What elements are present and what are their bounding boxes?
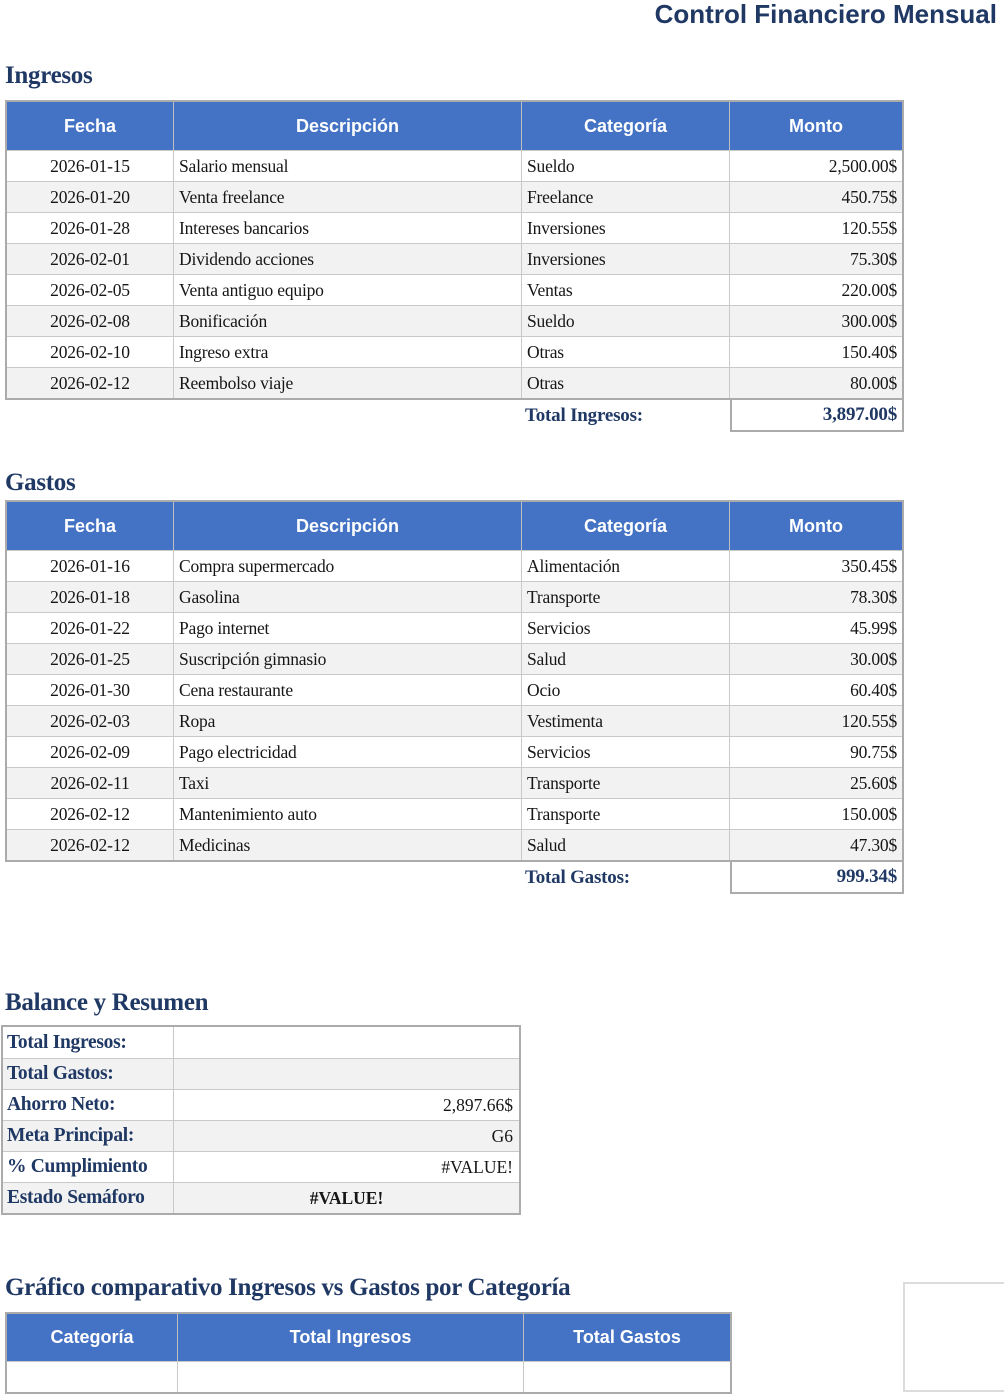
table-row [7, 705, 902, 736]
column-header-total-ingresos[interactable]: Total Ingresos [178, 1314, 524, 1361]
cell-monto[interactable]: 120.55$ [841, 217, 897, 238]
cell-total-gastos[interactable] [524, 1362, 730, 1392]
balance-label-total-gastos[interactable]: Total Gastos: [3, 1059, 174, 1089]
cell-monto[interactable]: 2,500.00$ [828, 155, 897, 176]
balance-row [3, 1027, 519, 1058]
cell-categoria[interactable]: Freelance [522, 182, 730, 212]
ingresos-heading: Ingresos [5, 62, 93, 89]
table-row [7, 612, 902, 643]
cell-monto[interactable]: 60.40$ [850, 679, 897, 700]
cell-descripcion[interactable]: Pago internet [174, 613, 522, 643]
gastos-table [5, 500, 904, 894]
ingresos-table [5, 100, 904, 432]
chart-object-placeholder [903, 1282, 1004, 1392]
total-label[interactable]: Total Ingresos: [525, 405, 643, 426]
balance-value[interactable]: #VALUE! [441, 1156, 513, 1177]
balance-label-total-ingresos[interactable]: Total Ingresos: [3, 1027, 174, 1058]
cell-descripcion[interactable]: Venta freelance [174, 182, 522, 212]
cell-categoria[interactable]: Inversiones [522, 213, 730, 243]
cell-fecha[interactable]: 2026-02-10 [7, 337, 174, 367]
cell-descripcion[interactable]: Mantenimiento auto [174, 799, 522, 829]
cell-monto[interactable]: 150.00$ [841, 803, 897, 824]
cell-categoria[interactable] [7, 1362, 178, 1392]
cell-categoria[interactable]: Salud [522, 644, 730, 674]
balance-table [1, 1025, 521, 1215]
cell-descripcion[interactable]: Pago electricidad [174, 737, 522, 767]
cell-fecha[interactable]: 2026-02-12 [7, 830, 174, 860]
table-row [7, 212, 902, 243]
cell-descripcion[interactable]: Bonificación [174, 306, 522, 336]
cell-descripcion[interactable]: Medicinas [174, 830, 522, 860]
total-label[interactable]: Total Gastos: [525, 867, 630, 888]
spacer-cell [5, 400, 172, 432]
total-value[interactable]: 3,897.00$ [730, 400, 904, 432]
cell-categoria[interactable]: Servicios [522, 613, 730, 643]
cell-descripcion[interactable]: Venta antiguo equipo [174, 275, 522, 305]
balance-label-estado-semaforo[interactable]: Estado Semáforo [3, 1183, 174, 1213]
balance-row [3, 1151, 519, 1182]
data-grid [5, 1312, 732, 1394]
cell-fecha[interactable]: 2026-02-01 [7, 244, 174, 274]
table-row [7, 305, 902, 336]
column-header-total-gastos[interactable]: Total Gastos [573, 1327, 681, 1347]
cell-categoria[interactable]: Vestimenta [522, 706, 730, 736]
cell-descripcion[interactable]: Gasolina [174, 582, 522, 612]
column-header-categoria[interactable]: Categoría [7, 1314, 178, 1361]
data-grid [1, 1025, 521, 1215]
cell-monto[interactable]: 80.00$ [850, 372, 897, 393]
cell-categoria[interactable]: Salud [522, 830, 730, 860]
cell-monto[interactable]: 75.30$ [850, 248, 897, 269]
column-header-fecha[interactable]: Fecha [7, 102, 174, 150]
column-header-monto[interactable]: Monto [789, 515, 843, 536]
cell-categoria[interactable]: Ocio [522, 675, 730, 705]
cell-descripcion[interactable]: Reembolso viaje [174, 368, 522, 398]
column-header-categoria[interactable]: Categoría [522, 502, 730, 550]
cell-categoria[interactable]: Inversiones [522, 244, 730, 274]
balance-value[interactable]: G6 [491, 1125, 513, 1146]
cell-descripcion[interactable]: Taxi [174, 768, 522, 798]
balance-row [3, 1058, 519, 1089]
cell-fecha[interactable]: 2026-02-03 [7, 706, 174, 736]
balance-heading: Balance y Resumen [5, 989, 209, 1016]
table-row [7, 798, 902, 829]
balance-row [3, 1182, 519, 1213]
cell-monto[interactable]: 220.00$ [841, 279, 897, 300]
table-row [7, 1361, 730, 1392]
balance-label-ahorro-neto[interactable]: Ahorro Neto: [3, 1090, 174, 1120]
spacer-cell [172, 862, 521, 894]
balance-row [3, 1120, 519, 1151]
cell-fecha[interactable]: 2026-01-20 [7, 182, 174, 212]
cell-categoria[interactable]: Transporte [522, 768, 730, 798]
cell-monto[interactable]: 90.75$ [850, 741, 897, 762]
cell-categoria[interactable]: Ventas [522, 275, 730, 305]
table-row [7, 550, 902, 581]
cell-fecha[interactable]: 2026-02-11 [7, 768, 174, 798]
data-grid [5, 100, 904, 400]
balance-value[interactable]: 2,897.66$ [443, 1094, 513, 1115]
cell-fecha[interactable]: 2026-02-08 [7, 306, 174, 336]
balance-value[interactable] [174, 1027, 519, 1058]
cell-monto[interactable]: 350.45$ [841, 555, 897, 576]
cell-descripcion[interactable]: Compra supermercado [174, 551, 522, 581]
cell-descripcion[interactable]: Salario mensual [174, 151, 522, 181]
cell-fecha[interactable]: 2026-01-16 [7, 551, 174, 581]
cell-monto[interactable]: 25.60$ [850, 772, 897, 793]
cell-monto[interactable]: 30.00$ [850, 648, 897, 669]
table-header-row [7, 502, 902, 550]
spacer-cell [5, 862, 172, 894]
data-grid [5, 500, 904, 862]
document-title: Control Financiero Mensual [654, 0, 997, 29]
table-row [7, 581, 902, 612]
column-header-descripcion[interactable]: Descripción [174, 102, 522, 150]
cell-descripcion[interactable]: Ingreso extra [174, 337, 522, 367]
cell-fecha[interactable]: 2026-01-25 [7, 644, 174, 674]
table-row [7, 829, 902, 860]
cell-descripcion[interactable]: Suscripción gimnasio [174, 644, 522, 674]
spacer-cell [172, 400, 521, 432]
cell-monto[interactable]: 450.75$ [841, 186, 897, 207]
cell-categoria[interactable]: Otras [522, 368, 730, 398]
comparativo-heading: Gráfico comparativo Ingresos vs Gastos por Categoría [5, 1274, 571, 1301]
column-header-descripcion[interactable]: Descripción [174, 502, 522, 550]
cell-fecha[interactable]: 2026-01-30 [7, 675, 174, 705]
table-row [7, 767, 902, 798]
cell-fecha[interactable]: 2026-02-12 [7, 799, 174, 829]
cell-fecha[interactable]: 2026-01-18 [7, 582, 174, 612]
table-row [7, 181, 902, 212]
cell-total-ingresos[interactable] [178, 1362, 524, 1392]
balance-value[interactable]: #VALUE! [309, 1187, 384, 1208]
cell-monto[interactable]: 45.99$ [850, 617, 897, 638]
cell-categoria[interactable]: Transporte [522, 799, 730, 829]
cell-monto[interactable]: 120.55$ [841, 710, 897, 731]
cell-fecha[interactable]: 2026-01-28 [7, 213, 174, 243]
cell-monto[interactable]: 150.40$ [841, 341, 897, 362]
cell-categoria[interactable]: Otras [522, 337, 730, 367]
cell-categoria[interactable]: Sueldo [522, 306, 730, 336]
table-row [7, 367, 902, 398]
table-row [7, 243, 902, 274]
cell-monto[interactable]: 78.30$ [850, 586, 897, 607]
balance-label-cumplimiento[interactable]: % Cumplimiento [3, 1152, 174, 1182]
comparativo-table [5, 1312, 732, 1394]
column-header-categoria[interactable]: Categoría [522, 102, 730, 150]
column-header-fecha[interactable]: Fecha [7, 502, 174, 550]
balance-label-meta-principal[interactable]: Meta Principal: [3, 1121, 174, 1151]
cell-fecha[interactable]: 2026-02-05 [7, 275, 174, 305]
cell-fecha[interactable]: 2026-02-09 [7, 737, 174, 767]
cell-monto[interactable]: 300.00$ [841, 310, 897, 331]
table-row [7, 674, 902, 705]
table-header-row [7, 102, 902, 150]
cell-descripcion[interactable]: Intereses bancarios [174, 213, 522, 243]
table-row [7, 736, 902, 767]
cell-monto[interactable]: 47.30$ [850, 834, 897, 855]
column-header-monto[interactable]: Monto [789, 115, 843, 136]
total-value[interactable]: 999.34$ [730, 862, 904, 894]
cell-categoria[interactable]: Servicios [522, 737, 730, 767]
balance-value[interactable] [174, 1059, 519, 1089]
cell-descripcion[interactable]: Cena restaurante [174, 675, 522, 705]
table-row [7, 643, 902, 674]
cell-fecha[interactable]: 2026-01-15 [7, 151, 174, 181]
cell-fecha[interactable]: 2026-02-12 [7, 368, 174, 398]
table-row [7, 150, 902, 181]
cell-fecha[interactable]: 2026-01-22 [7, 613, 174, 643]
cell-categoria[interactable]: Alimentación [522, 551, 730, 581]
total-row [5, 400, 904, 432]
cell-categoria[interactable]: Sueldo [522, 151, 730, 181]
balance-row [3, 1089, 519, 1120]
table-row [7, 274, 902, 305]
table-row [7, 336, 902, 367]
cell-descripcion[interactable]: Dividendo acciones [174, 244, 522, 274]
gastos-heading: Gastos [5, 469, 76, 496]
cell-categoria[interactable]: Transporte [522, 582, 730, 612]
table-header-row [7, 1314, 730, 1361]
cell-descripcion[interactable]: Ropa [174, 706, 522, 736]
total-row [5, 862, 904, 894]
